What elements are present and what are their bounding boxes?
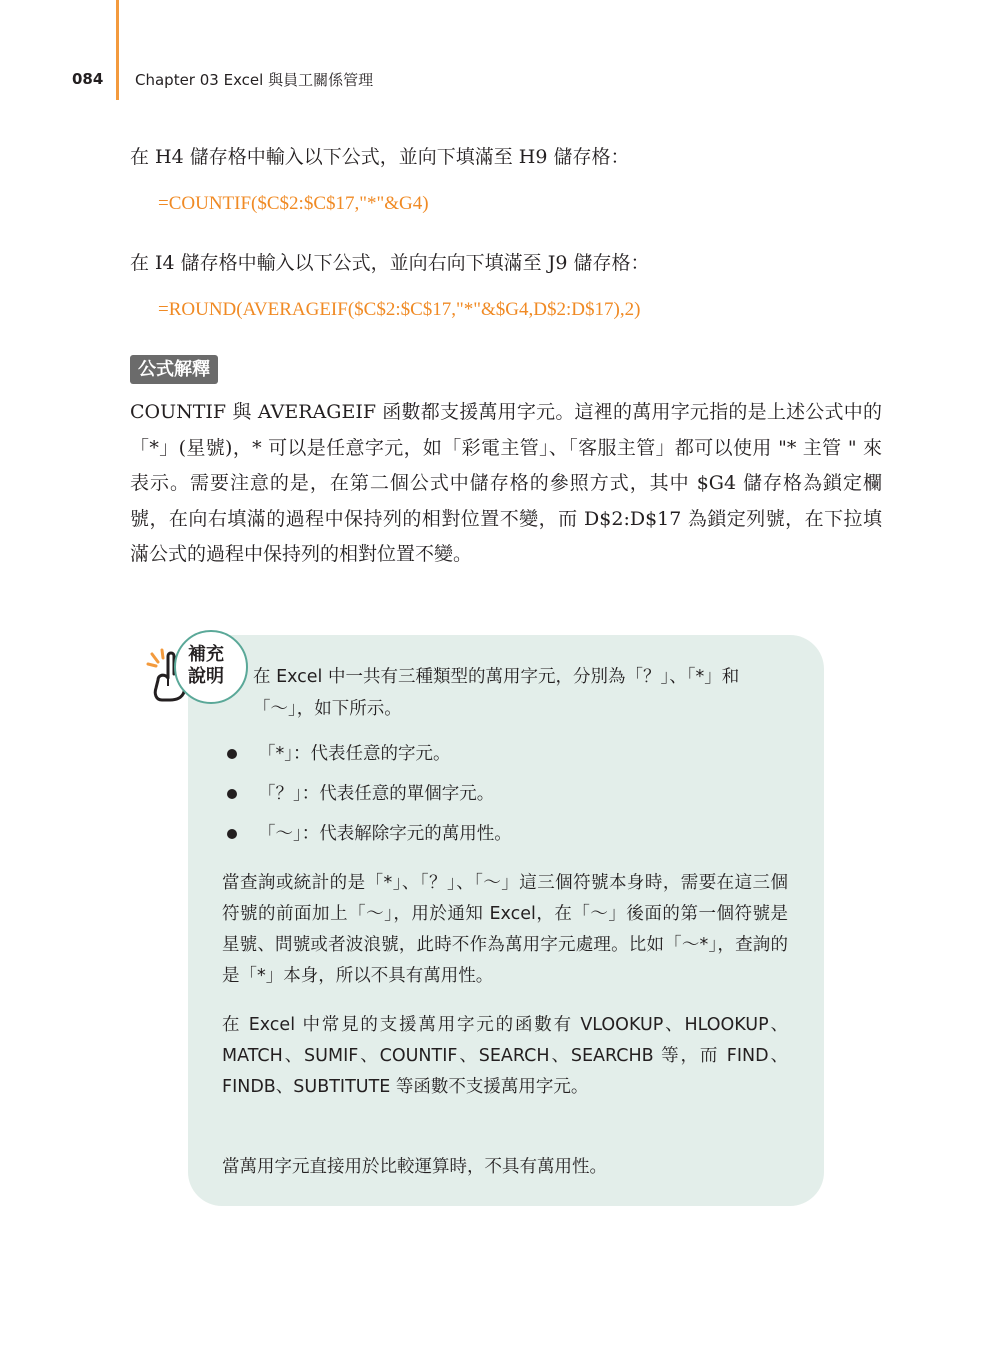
bullet-icon bbox=[227, 749, 237, 759]
list-item bbox=[222, 820, 512, 860]
explanation-text: COUNTIF 與 AVERAGEIF 函數都支援萬用字元。這裡的萬用字元指的是上述公式中的「*」(星號)，* 可以是任意字元，如「彩電主管」、「客服主管」都可以使用 "* 主管 " 來表示。需要注意的是，在第二個公式中儲存格的參照方式，其中 $G4 儲存格為鎖定欄號，在向右填滿的過程中保持列的相對位置不變，而 D$2:D$17 為鎖定列號，在下拉填滿公式的過程中保持列的相對位置不變。 bbox=[130, 401, 882, 565]
wildcard-list bbox=[222, 740, 512, 860]
note-label bbox=[188, 644, 224, 688]
formula-explanation-badge: 公式解釋 bbox=[130, 355, 218, 384]
list-item-text: 「～」：代表解除字元的萬用性。 bbox=[258, 824, 512, 844]
note-intro: 在 Excel 中一共有三種類型的萬用字元，分別為「？」、「*」和「～」，如下所示。 bbox=[253, 667, 740, 719]
header-divider bbox=[116, 0, 119, 100]
note-label-line1: 補充 bbox=[188, 644, 224, 665]
note-label-line2: 說明 bbox=[188, 666, 224, 687]
note-paragraph-2: 在 Excel 中常見的支援萬用字元的函數有 VLOOKUP、HLOOKUP、MATCH、SUMIF、COUNTIF、SEARCH、SEARCHB 等，而 FIND、FINDB、SUBTITUTE 等函數不支援萬用字元。 bbox=[222, 1015, 788, 1097]
supplementary-note-icon bbox=[146, 628, 246, 708]
bullet-icon bbox=[227, 829, 237, 839]
running-head: Chapter 03 Excel 與員工關係管理 bbox=[135, 71, 374, 89]
list-item-text: 「*」：代表任意的字元。 bbox=[258, 744, 451, 764]
step1-instruction: 在 H4 儲存格中輸入以下公式，並向下填滿至 H9 儲存格： bbox=[130, 146, 630, 168]
step1-formula: =COUNTIF($C$2:$C$17,"*"&G4) bbox=[158, 193, 429, 214]
bullet-icon bbox=[227, 789, 237, 799]
list-item-text: 「？」：代表任意的單個字元。 bbox=[258, 784, 495, 804]
note-paragraph-3: 當萬用字元直接用於比較運算時，不具有萬用性。 bbox=[222, 1157, 607, 1177]
step2-formula: =ROUND(AVERAGEIF($C$2:$C$17,"*"&$G4,D$2:D$17),2) bbox=[158, 299, 641, 320]
page-number: 084 bbox=[72, 70, 104, 88]
list-item bbox=[222, 740, 512, 780]
step2-instruction: 在 I4 儲存格中輸入以下公式，並向右向下填滿至 J9 儲存格： bbox=[130, 252, 650, 274]
list-item bbox=[222, 780, 512, 820]
note-paragraph-1: 當查詢或統計的是「*」、「？」、「～」這三個符號本身時，需要在這三個符號的前面加上「～」，用於通知 Excel，在「～」後面的第一個符號是星號、問號或者波浪號，此時不作為萬用字元處理。比如「～*」，查詢的是「*」本身，所以不具有萬用性。 bbox=[222, 873, 788, 986]
